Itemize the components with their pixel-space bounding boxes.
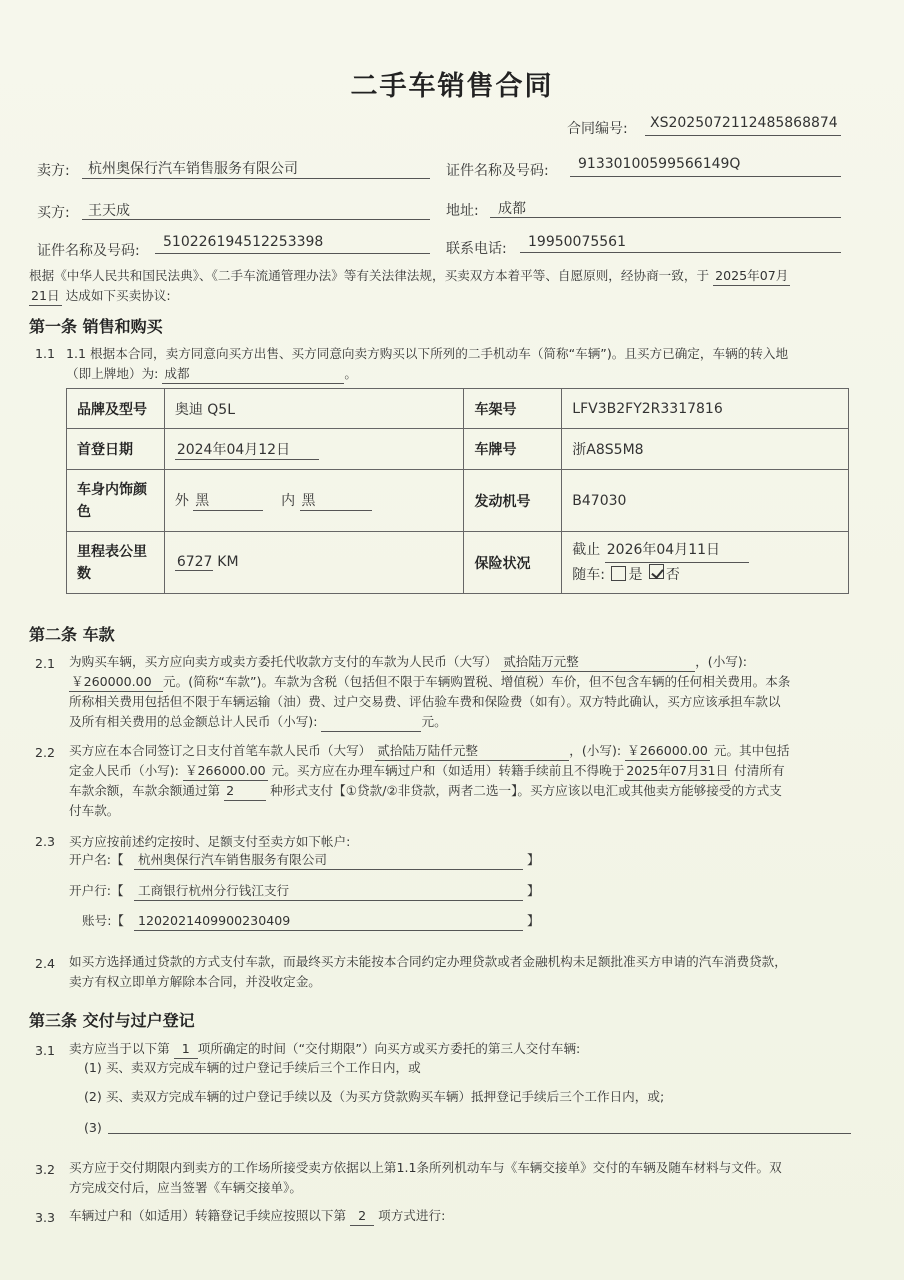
vin-value: LFV3B2FY2R3317816 xyxy=(562,389,849,429)
insurance-until-value: 2026年04月11日 xyxy=(605,538,749,563)
clause-2-2-amount-cn: 贰拾陆万陆仟元整 xyxy=(375,741,569,761)
buyer-id-label: 证件名称及号码: xyxy=(37,243,140,259)
clause-3-1-option-3: (3) xyxy=(84,1120,102,1135)
clause-2-2-line3: 车款余额，车款余额通过第 2 种形式支付【①贷款/②非贷款，两者二选一】。买方应该以电汇或其他卖方能够接受的方式支 xyxy=(69,781,782,801)
clause-3-1-option-2: (2) 买、卖双方完成车辆的过户登记手续以及（为买方贷款购买车辆）抵押登记手续后三个工作日内，或; xyxy=(84,1089,665,1104)
clause-2-2-line1: 买方应在本合同签订之日支付首笔车款人民币（大写） 贰拾陆万陆仟元整 ，(小写): ￥266000.00 元。其中包括 xyxy=(69,741,789,761)
mileage-value: 6727 xyxy=(176,554,213,570)
article-3-title: 第三条 交付与过户登记 xyxy=(29,1011,195,1030)
insurance-no-label: 否 xyxy=(665,567,680,583)
color-out-label: 外 xyxy=(174,493,189,509)
clause-3-3-text: 车辆过户和（如适用）转籍登记手续应按照以下第 2 项方式进行: xyxy=(69,1206,445,1226)
clause-3-1-option-1: (1) 买、卖双方完成车辆的过户登记手续后三个工作日内，或 xyxy=(84,1060,421,1075)
plate-value: 浙A8S5M8 xyxy=(562,429,849,470)
account-name-value: 杭州奥保行汽车销售服务有限公司 xyxy=(138,852,327,867)
clause-2-2-amount: ￥266000.00 xyxy=(625,741,710,761)
clause-3-1-text: 卖方应当于以下第 1 项所确定的时间（“交付期限”）向买方或买方委托的第三人交付车辆: xyxy=(69,1039,580,1059)
article-1-title: 第一条 销售和购买 xyxy=(29,317,163,336)
plate-label: 车牌号 xyxy=(464,429,562,470)
page-title: 二手车销售合同 xyxy=(350,71,554,102)
account-no-value: 1202021409900230409 xyxy=(138,913,291,928)
seller-label: 卖方: xyxy=(37,163,70,179)
clause-2-1-amount: ￥260000.00 xyxy=(69,672,163,692)
checkbox-no[interactable] xyxy=(649,564,664,579)
seller-id-value: 91330100599566149Q xyxy=(578,156,741,172)
seller-id-label: 证件名称及号码: xyxy=(446,163,549,179)
color-in-value: 黑 xyxy=(300,490,372,511)
table-row xyxy=(67,389,849,429)
clause-2-4-line1: 如买方选择通过贷款的方式支付车款，而最终买方未能按本合同约定办理贷款或者金融机构未足额批准买方申请的汽车消费贷款， xyxy=(69,954,787,969)
brand-label: 品牌及型号 xyxy=(67,389,165,429)
mileage-cell xyxy=(164,532,464,594)
color-out-value: 黑 xyxy=(193,490,263,511)
mileage-label: 里程表公里数 xyxy=(67,532,165,594)
color-cell xyxy=(164,470,464,532)
intro-date-a: 2025年07月 xyxy=(713,266,790,286)
reg-date-label: 首登日期 xyxy=(67,429,165,470)
clause-3-2-num: 3.2 xyxy=(35,1162,56,1177)
account-no-label: 账号:【 xyxy=(82,913,125,928)
clause-2-1-num: 2.1 xyxy=(35,656,56,671)
bracket-close: 】 xyxy=(527,852,540,867)
clause-3-1-num: 3.1 xyxy=(35,1043,56,1058)
clause-2-2-deposit: ￥266000.00 xyxy=(183,761,268,781)
insurance-with-label: 随车: xyxy=(572,567,606,583)
seller-name: 杭州奥保行汽车销售服务有限公司 xyxy=(88,161,298,177)
buyer-label: 买方: xyxy=(37,205,70,221)
clause-2-4-line2: 卖方有权立即单方解除本合同，并没收定金。 xyxy=(69,974,321,989)
bracket-close: 】 xyxy=(527,913,540,928)
clause-2-1-line2: ￥260000.00 元。(简称“车款”)。车款为含税（包括但不限于车辆购置税、增值税）车价，但不包含车辆的任何相关费用。本条 xyxy=(69,672,790,692)
table-row xyxy=(67,429,849,470)
buyer-addr-value: 成都 xyxy=(498,201,526,217)
contract-no-value: XS2025072112485868874 xyxy=(650,115,838,131)
clause-2-1-line4: 及所有相关费用的总金额总计人民币（小写): 元。 xyxy=(69,712,447,732)
insurance-cell xyxy=(562,532,849,594)
clause-2-1-total xyxy=(321,712,421,732)
insurance-label: 保险状况 xyxy=(464,532,562,594)
clause-2-2-line4: 付车款。 xyxy=(69,803,120,818)
checkbox-yes[interactable] xyxy=(611,566,626,581)
clause-1-1-place: 成都 xyxy=(162,364,344,384)
color-in-label: 内 xyxy=(281,493,296,509)
clause-3-3-num: 3.3 xyxy=(35,1210,56,1225)
clause-2-3-text: 买方应按前述约定按时、足额支付至卖方如下帐户: xyxy=(69,834,351,849)
intro-text-2: 21日 达成如下买卖协议: xyxy=(29,286,171,306)
vehicle-table xyxy=(66,388,849,594)
clause-3-1-item: 1 xyxy=(174,1039,198,1059)
intro-date-b: 21日 xyxy=(29,286,62,306)
clause-3-2-line2: 方完成交付后，应当签署《车辆交接单》。 xyxy=(69,1180,302,1195)
clause-1-1-num: 1.1 xyxy=(35,346,56,361)
contract-no-label: 合同编号: xyxy=(567,121,628,137)
mileage-unit: KM xyxy=(217,554,239,570)
account-name-label: 开户名:【 xyxy=(69,852,124,867)
insurance-yes-label: 是 xyxy=(628,567,643,583)
clause-1-1-text: 1.1 根据本合同，卖方同意向买方出售、买方同意向卖方购买以下所列的二手机动车（简称“车辆”)。且买方已确定，车辆的转入地 xyxy=(66,346,789,361)
table-row xyxy=(67,470,849,532)
reg-date-value: 2024年04月12日 xyxy=(175,439,319,460)
clause-2-1-line1: 为购买车辆，买方应向卖方或卖方委托代收款方支付的车款为人民币（大写） 贰拾陆万元整 ，(小写): xyxy=(69,652,747,672)
buyer-id-value: 510226194512253398 xyxy=(163,234,324,250)
clause-2-2-date: 2025年07月31日 xyxy=(624,761,730,781)
buyer-name: 王天成 xyxy=(88,203,130,219)
bracket-close: 】 xyxy=(527,883,540,898)
vin-label: 车架号 xyxy=(464,389,562,429)
insurance-until-label: 截止 xyxy=(572,542,601,558)
clause-2-2-way: 2 xyxy=(224,781,266,801)
color-label: 车身内饰颜色 xyxy=(67,470,165,532)
reg-date-cell xyxy=(164,429,464,470)
check-mark-icon xyxy=(651,566,663,579)
clause-2-1-line3: 所称相关费用包括但不限于车辆运输（油）费、过户交易费、评估验车费和保险费（如有）。双方特此确认，买方应该承担车款以 xyxy=(69,694,781,709)
buyer-phone-value: 19950075561 xyxy=(528,234,626,250)
engine-label: 发动机号 xyxy=(464,470,562,532)
clause-3-2-line1: 买方应于交付期限内到卖方的工作场所接受卖方依据以上第1.1条所列机动车与《车辆交接单》交付的车辆及随车材料与文件。双 xyxy=(69,1160,782,1175)
account-bank-label: 开户行:【 xyxy=(69,883,124,898)
clause-2-1-amount-cn: 贰拾陆万元整 xyxy=(501,652,695,672)
clause-2-4-num: 2.4 xyxy=(35,956,56,971)
buyer-phone-label: 联系电话: xyxy=(446,241,507,257)
account-bank-value: 工商银行杭州分行钱江支行 xyxy=(138,883,290,898)
clause-2-2-num: 2.2 xyxy=(35,745,56,760)
clause-2-2-line2: 定金人民币（小写): ￥266000.00 元。买方应在办理车辆过户和（如适用）转籍手续前且不得晚于 2025年07月31日 付清所有 xyxy=(69,761,785,781)
intro-text: 根据《中华人民共和国民法典》、《二手车流通管理办法》等有关法律法规，买卖双方本着平等、自愿原则，经协商一致，于 2025年07月 xyxy=(29,266,790,286)
clause-3-3-item: 2 xyxy=(350,1206,374,1226)
brand-value: 奥迪 Q5L xyxy=(164,389,464,429)
buyer-addr-label: 地址: xyxy=(446,203,479,219)
clause-1-1-text2: （即上牌地）为: 成都 。 xyxy=(66,364,357,384)
engine-value: B47030 xyxy=(562,470,849,532)
article-2-title: 第二条 车款 xyxy=(29,625,115,644)
table-row xyxy=(67,532,849,594)
clause-2-3-num: 2.3 xyxy=(35,834,56,849)
